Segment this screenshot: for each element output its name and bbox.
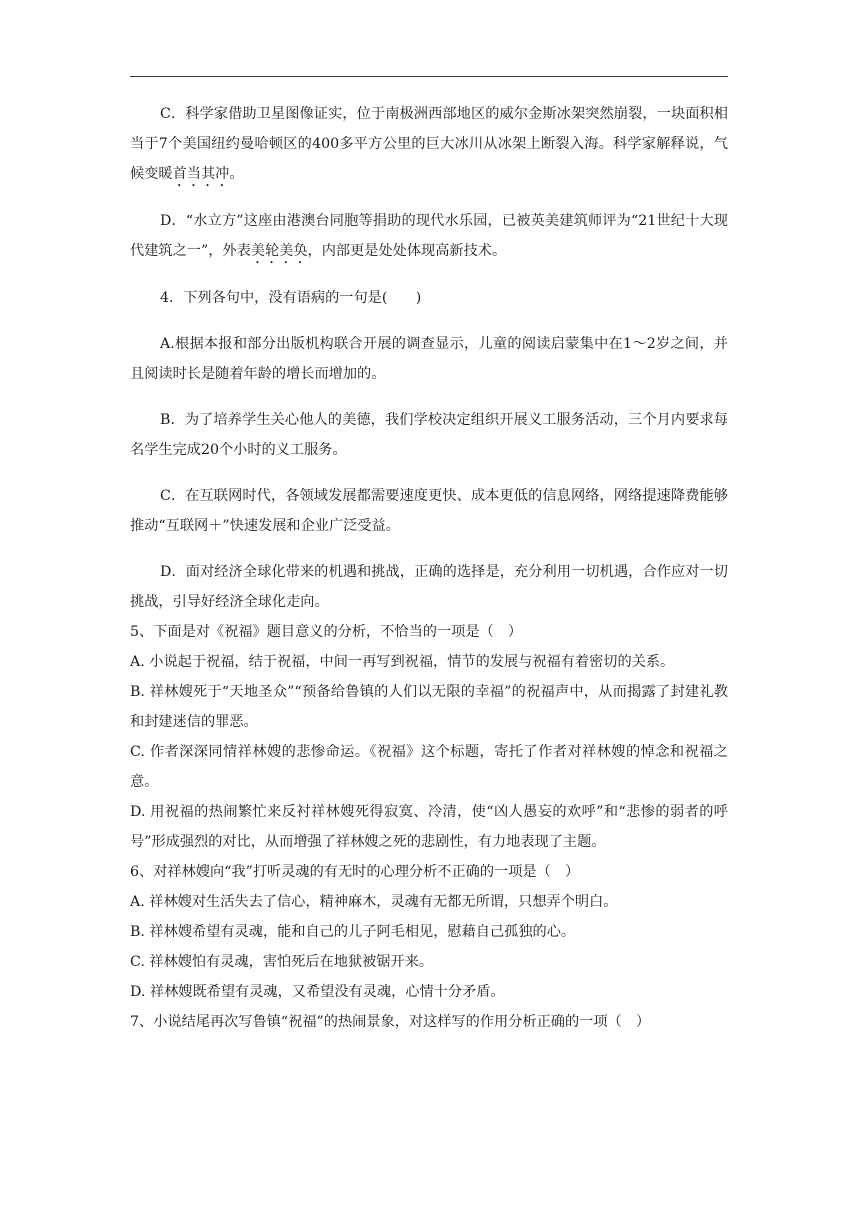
q6-option-b: B. 祥林嫂希望有灵魂，能和自己的儿子阿毛相见，慰藉自己孤独的心。 bbox=[130, 924, 576, 940]
header-rule bbox=[130, 76, 728, 77]
q5-option-b: B. 祥林嫂死于“天地圣众”“预备给鲁镇的人们以无限的幸福”的祝福声中，从而揭露了封建礼教和封建迷信的罪恶。 bbox=[130, 684, 728, 730]
q3-option-d-emphasis: 美轮美奂 bbox=[250, 243, 308, 259]
document-content bbox=[130, 99, 728, 1037]
q3-option-c bbox=[130, 99, 728, 190]
q5-option-a: A. 小说起于祝福，结于祝福，中间一再写到祝福，情节的发展与祝福有着密切的关系。 bbox=[130, 654, 675, 670]
q5-option-c: C. 作者深深同情祥林嫂的悲惨命运。《祝福》这个标题，寄托了作者对祥林嫂的悼念和祝福之意。 bbox=[130, 744, 728, 790]
q4-option-c: C．在互联网时代，各领域发展都需要速度更快、成本更低的信息网络，网络提速降费能够推动“互联网＋”快速发展和企业广泛受益。 bbox=[130, 488, 728, 534]
q6-option-a: A. 祥林嫂对生活失去了信心，精神麻木，灵魂有无都无所谓，只想弄个明白。 bbox=[130, 894, 618, 910]
q3-option-c-text: C．科学家借助卫星图像证实，位于南极洲西部地区的威尔金斯冰架突然崩裂，一块面积相当于7个美国纽约曼哈顿区的400多平方公里的巨大冰川从冰架上断裂入海。科学家解释说，气候变暖 bbox=[130, 106, 728, 182]
q3-option-c-end: 。 bbox=[229, 166, 244, 182]
q7-stem: 7、小说结尾再次写鲁镇“祝福”的热闹景象，对这样写的作用分析正确的一项（ ） bbox=[130, 1014, 651, 1030]
q4-option-b: B．为了培养学生关心他人的美德，我们学校决定组织开展义工服务活动，三个月内要求每名学生完成20个小时的义工服务。 bbox=[130, 412, 728, 458]
q4-stem: 4．下列各句中，没有语病的一句是( ) bbox=[160, 290, 422, 306]
q4-option-a: A.根据本报和部分出版机构联合开展的调查显示，儿童的阅读启蒙集中在1～2岁之间，并且阅读时长是随着年龄的增长而增加的。 bbox=[130, 336, 728, 382]
q6-option-d: D. 祥林嫂既希望有灵魂，又希望没有灵魂，心情十分矛盾。 bbox=[130, 984, 505, 1000]
q3-option-d bbox=[130, 206, 728, 267]
q3-option-d-end: ，内部更是处处体现高新技术。 bbox=[307, 243, 507, 259]
q5-option-d: D. 用祝福的热闹繁忙来反衬祥林嫂死得寂寞、冷清，使“凶人愚妄的欢呼”和“悲惨的弱者的呼号”形成强烈的对比，从而增强了祥林嫂之死的悲剧性，有力地表现了主题。 bbox=[130, 804, 728, 850]
q4-option-d: D．面对经济全球化带来的机遇和挑战，正确的选择是，充分利用一切机遇，合作应对一切挑战，引导好经济全球化走向。 bbox=[130, 564, 728, 610]
q6-stem: 6、对祥林嫂向“我”打听灵魂的有无时的心理分析不正确的一项是（ ） bbox=[130, 864, 580, 880]
q5-stem: 5、下面是对《祝福》题目意义的分析，不恰当的一项是（ ） bbox=[130, 624, 523, 640]
q6-option-c: C. 祥林嫂怕有灵魂，害怕死后在地狱被锯开来。 bbox=[130, 954, 434, 970]
q3-option-c-emphasis: 首当其冲 bbox=[172, 166, 230, 182]
q3-option-d-text: D．“水立方”这座由港澳台同胞等捐助的现代水乐园，已被英美建筑师评为“21世纪十大现代建筑之一”，外表 bbox=[130, 213, 728, 259]
